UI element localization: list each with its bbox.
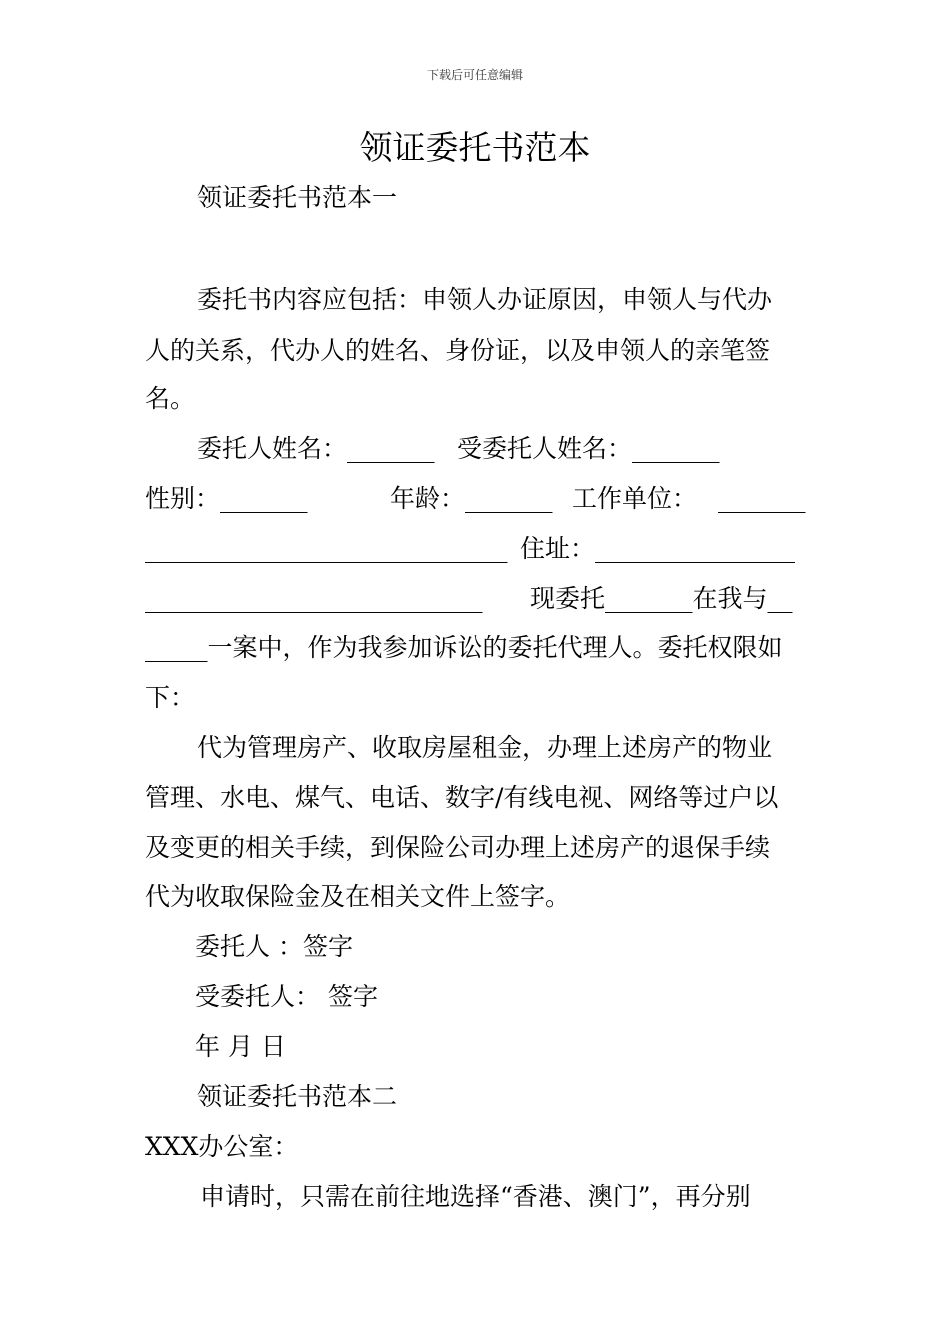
paragraph-1-line-2: 人的关系，代办人的姓名、身份证，以及申领人的亲笔签 (145, 336, 771, 365)
entrust-text: 现委托_______在我与__ (530, 584, 793, 613)
paragraph-text: 委托书内容应包括：申领人办证原因，申领人与代办 (197, 285, 773, 314)
address-field: 住址：________________ (520, 534, 796, 563)
case-line-2: 下： (145, 683, 196, 712)
agent-signature: 受委托人： 签字 (195, 982, 378, 1011)
case-line: _____一案中，作为我参加诉讼的委托代理人。委托权限如 (145, 633, 783, 662)
paragraph-2-line-3: 及变更的相关手续，到保险公司办理上述房产的退保手续 (145, 833, 771, 862)
workplace-blank: _______ (718, 484, 806, 513)
signature-date: 年 月 日 (195, 1032, 286, 1061)
page-header: 下载后可任意编辑 (426, 68, 523, 82)
section-heading-2: 领证委托书范本二 (197, 1082, 398, 1111)
section-heading-1: 领证委托书范本一 (197, 183, 398, 212)
principal-name-field: 委托人姓名：_______ (197, 434, 435, 463)
age-field: 年龄：_______ (390, 484, 553, 513)
paragraph-2-line-1: 代为管理房产、收取房屋租金，办理上述房产的物业 (197, 733, 773, 762)
paragraph-1-line-3: 名。 (145, 384, 196, 413)
paragraph-1-line-1 (197, 285, 807, 315)
paragraph-3-line-1: 申请时，只需在前往地选择“香港、澳门”，再分别 (200, 1182, 751, 1211)
office-salutation: XXX办公室： (145, 1132, 299, 1161)
agent-name-field: 受委托人姓名：_______ (457, 434, 720, 463)
blank-line-2: ___________________________ (145, 584, 483, 613)
document-title: 领证委托书范本 (359, 128, 591, 167)
gender-field: 性别：_______ (145, 484, 308, 513)
workplace-label: 工作单位： (572, 484, 698, 513)
paragraph-2-line-2: 管理、水电、煤气、电话、数字/有线电视、网络等过户以 (145, 783, 779, 812)
blank-line-1: _____________________________ (145, 534, 508, 563)
paragraph-2-line-4: 代为收取保险金及在相关文件上签字。 (145, 882, 571, 911)
principal-signature: 委托人 ：签字 (195, 932, 353, 961)
